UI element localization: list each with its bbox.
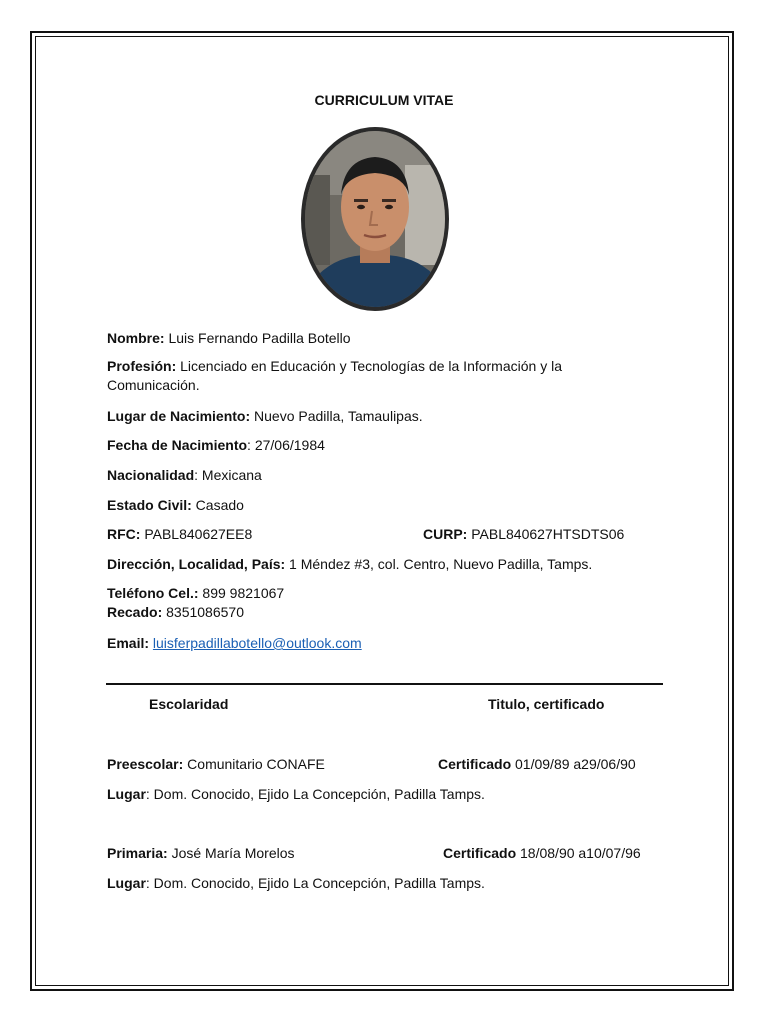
value-lugar-preescolar: : Dom. Conocido, Ejido La Concepción, Padilla Tamps.: [145, 786, 485, 802]
value-preescolar-school: Comunitario CONAFE: [183, 756, 325, 772]
field-direccion: [107, 555, 592, 574]
value-lugar-primaria: : Dom. Conocido, Ejido La Concepción, Padilla Tamps.: [145, 875, 485, 891]
header-escolaridad: Escolaridad: [149, 696, 229, 712]
label-lugar-primaria: Lugar: [107, 875, 146, 891]
label-telefono: Teléfono Cel.:: [107, 585, 199, 601]
label-email: Email:: [107, 635, 150, 651]
label-preescolar: Preescolar:: [107, 756, 184, 772]
value-telefono: 899 9821067: [198, 585, 285, 601]
edu-primaria: [107, 844, 295, 863]
label-nombre: Nombre:: [107, 330, 165, 346]
value-recado: 8351086570: [162, 604, 244, 620]
value-primaria-school: José María Morelos: [167, 845, 295, 861]
field-nacionalidad: [107, 466, 262, 485]
value-nombre: Luis Fernando Padilla Botello: [164, 330, 351, 346]
value-estado-civil: Casado: [191, 497, 244, 513]
label-direccion: Dirección, Localidad, País:: [107, 556, 286, 572]
label-nacionalidad: Nacionalidad: [107, 467, 195, 483]
value-direccion: 1 Méndez #3, col. Centro, Nuevo Padilla, Tamps.: [285, 556, 593, 572]
label-primaria: Primaria:: [107, 845, 168, 861]
value-certificado-preescolar: 01/09/89 a29/06/90: [511, 756, 636, 772]
label-fecha-nacimiento: Fecha de Nacimiento: [107, 437, 248, 453]
field-telefono: [107, 584, 284, 603]
field-email: [107, 634, 362, 653]
label-lugar-preescolar: Lugar: [107, 786, 146, 802]
header-titulo-certificado: Titulo, certificado: [488, 696, 605, 712]
profile-photo: [300, 125, 450, 313]
label-rfc: RFC:: [107, 526, 141, 542]
field-lugar-nacimiento: [107, 407, 423, 426]
label-profesion: Profesión:: [107, 358, 177, 374]
field-profesion: [107, 357, 647, 395]
value-rfc: PABL840627EE8: [140, 526, 253, 542]
field-rfc: [107, 525, 252, 544]
field-fecha-nacimiento: [107, 436, 325, 455]
field-curp: [423, 525, 624, 544]
email-link[interactable]: luisferpadillabotello@outlook.com: [152, 635, 362, 651]
edu-preescolar-certificado: [438, 755, 636, 774]
field-estado-civil: [107, 496, 244, 515]
edu-preescolar: [107, 755, 325, 774]
value-fecha-nacimiento: : 27/06/1984: [247, 437, 325, 453]
value-lugar-nacimiento: Nuevo Padilla, Tamaulipas.: [250, 408, 423, 424]
value-certificado-primaria: 18/08/90 a10/07/96: [516, 845, 641, 861]
field-recado: [107, 603, 244, 622]
field-nombre: [107, 329, 351, 348]
label-curp: CURP:: [423, 526, 468, 542]
document-title: CURRICULUM VITAE: [314, 92, 454, 108]
label-certificado-primaria: Certificado: [443, 845, 517, 861]
value-profesion: Licenciado en Educación y Tecnologías de la Información y la Comunicación.: [107, 358, 562, 393]
label-certificado-preescolar: Certificado: [438, 756, 512, 772]
edu-preescolar-lugar: [107, 785, 485, 804]
label-lugar-nacimiento: Lugar de Nacimiento:: [107, 408, 251, 424]
section-divider: [106, 683, 663, 685]
value-curp: PABL840627HTSDTS06: [467, 526, 625, 542]
label-recado: Recado:: [107, 604, 163, 620]
edu-primaria-certificado: [443, 844, 641, 863]
label-estado-civil: Estado Civil:: [107, 497, 192, 513]
edu-primaria-lugar: [107, 874, 485, 893]
value-nacionalidad: : Mexicana: [194, 467, 262, 483]
